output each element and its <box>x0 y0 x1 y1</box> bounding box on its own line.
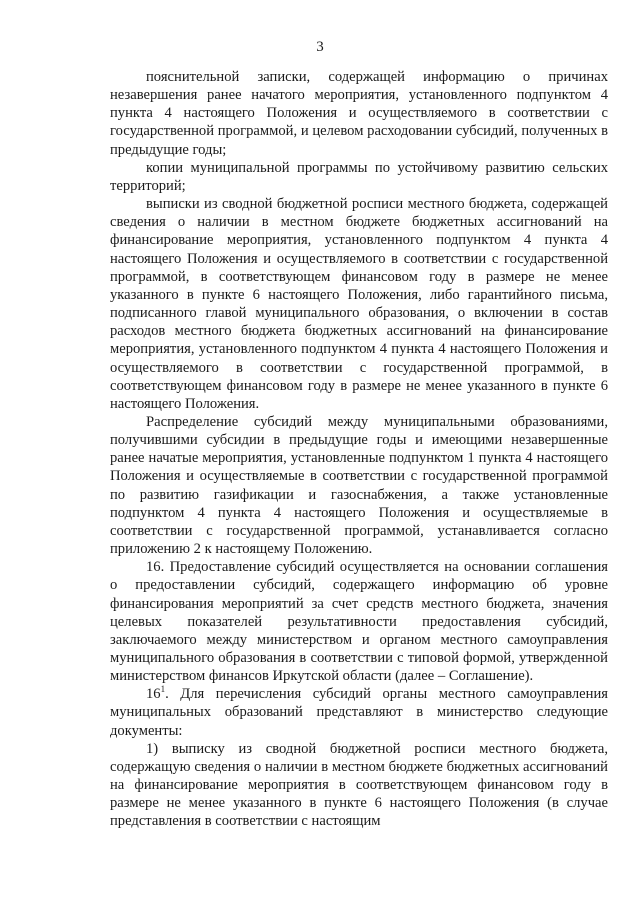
paragraph-clause-16: 16. Предоставление субсидий осуществляется на основании соглашения о предоставлении субсидий, содержащего информацию об уровне финансирования мероприятий за счет средств местного бюджета, значения целевых показателей результативности предоставления субсидий, заключаемого между министерством и органом местного самоуправления муниципального образования в соответствии с типовой формой, утвержденной министерством финансов Иркутской области (далее – Соглашение). <box>110 559 608 685</box>
document-body <box>110 68 608 831</box>
paragraph-subsidy-distribution: Распределение субсидий между муниципальными образованиями, получившими субсидии в предыдущие годы и имеющими незавершенные ранее начатые мероприятия, установленные подпунктом 1 пункта 4 настоящего Положения и осуществляемые в соответствии с государственной программой по развитию газификации и газоснабжения, а также установленные подпунктом 4 пункта 4 настоящего Положения и осуществляемые в соответствии с государственной программой, устанавливается согласно приложению 2 к настоящему Положению. <box>110 413 608 558</box>
paragraph-municipal-program-copy: копии муниципальной программы по устойчивому развитию сельских территорий; <box>110 159 608 194</box>
clause-number: 16 <box>146 686 161 703</box>
clause-superscript: 1 <box>160 684 166 695</box>
page-number: 3 <box>316 39 324 55</box>
paragraph-clause-16-1 <box>110 685 608 739</box>
paragraph-item-1: 1) выписку из сводной бюджетной росписи местного бюджета, содержащую сведения о наличии в местном бюджете бюджетных ассигнований на финансирование мероприятия в соответствующем финансовом году в размере не менее указанного в пункте 6 настоящего Положения (в случае представления в соответствии с настоящим <box>110 740 608 830</box>
paragraph-budget-extract: выписки из сводной бюджетной росписи местного бюджета, содержащей сведения о наличии в местном бюджете бюджетных ассигнований на финансирование мероприятия, установленного подпунктом 4 пункта 4 настоящего Положения и осуществляемого в соответствии с государственной программой, в соответствующем финансовом году в размере не менее указанного в пункте 6 настоящего Положения, либо гарантийного письма, подписанного главой муниципального образования, о включении в состав расходов местного бюджета бюджетных ассигнований на финансирование мероприятия, установленного подпунктом 4 пункта 4 настоящего Положения и осуществляемого в соответствии с государственной программой, в соответствующем финансовом году в размере не менее указанного в пункте 6 настоящего Положения. <box>110 196 608 412</box>
paragraph-explanatory-note: пояснительной записки, содержащей информацию о причинах незавершения ранее начатого мероприятия, установленного подпунктом 4 пункта 4 настоящего Положения и осуществляемого в соответствии с государственной программой, и целевом расходовании субсидий, полученных в предыдущие годы; <box>110 69 608 158</box>
clause-16-1-text: . Для перечисления субсидий органы местного самоуправления муниципальных образований представляют в министерство следующие документы: <box>110 686 608 739</box>
